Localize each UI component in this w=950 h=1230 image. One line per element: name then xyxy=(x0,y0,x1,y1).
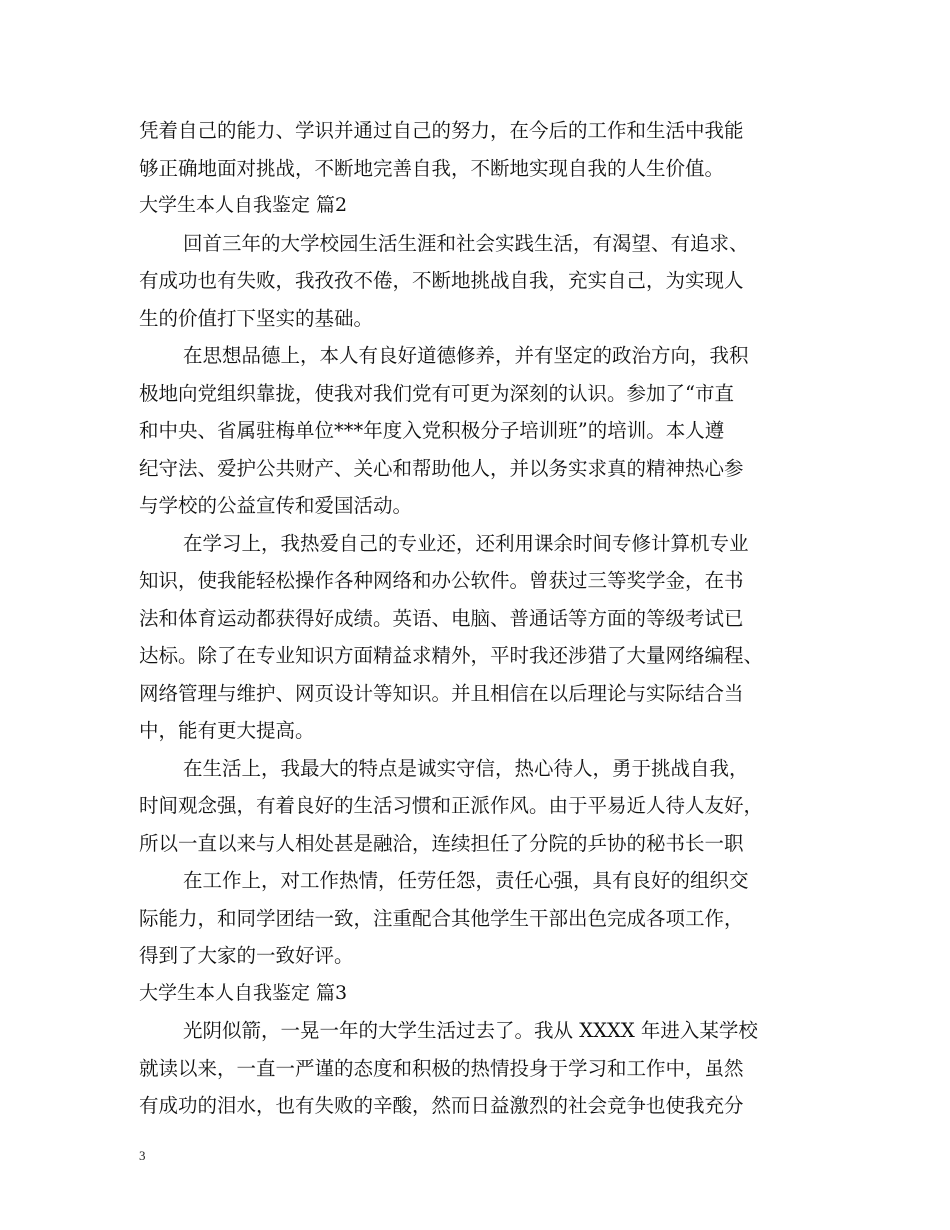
paragraph-first-line: 在工作上，对工作热情，任劳任怨，责任心强，具有良好的组织交 xyxy=(183,869,749,892)
text-line: 得到了大家的一致好评。 xyxy=(139,944,354,967)
text-line: 网络管理与维护、网页设计等知识。并且相信在以后理论与实际结合当 xyxy=(139,681,744,705)
page-number: 3 xyxy=(139,1148,146,1163)
text-line: 够正确地面对挑战，不断地完善自我，不断地实现自我的人生价值。 xyxy=(139,156,725,180)
text-line: 和中央、省属驻梅单位***年度入党积极分子培训班”的培训。本人遵 xyxy=(139,419,725,442)
text-line: 知识，使我能轻松操作各种网络和办公软件。曾获过三等奖学金，在书 xyxy=(139,569,744,592)
text-line: 时间观念强，有着良好的生活习惯和正派作风。由于平易近人待人友好， xyxy=(139,794,764,817)
section-heading: 大学生本人自我鉴定 篇2 xyxy=(139,194,348,216)
section-heading: 大学生本人自我鉴定 篇3 xyxy=(139,981,348,1004)
text-line: 法和体育运动都获得好成绩。英语、电脑、普通话等方面的等级考试已 xyxy=(139,606,744,630)
paragraph-first-line: 在生活上，我最大的特点是诚实守信，热心待人，勇于挑战自我， xyxy=(183,756,749,780)
text-line: 与学校的公益宣传和爱国活动。 xyxy=(139,494,413,517)
text-line: 就读以来，一直一严谨的态度和积极的热情投身于学习和工作中，虽然 xyxy=(139,1056,744,1080)
text-line: 所以一直以来与人相处甚是融洽，连续担任了分院的乒协的秘书长一职 xyxy=(139,831,744,855)
text-line: 极地向党组织靠拢，使我对我们党有可更为深刻的认识。参加了“市直 xyxy=(139,381,734,405)
paragraph-first-line: 在学习上，我热爱自己的专业还，还利用课余时间专修计算机专业 xyxy=(183,531,749,555)
text-line: 凭着自己的能力、学识并通过自己的努力，在今后的工作和生活中我能 xyxy=(139,119,744,142)
document-body xyxy=(139,112,819,1125)
text-line: 有成功也有失败，我孜孜不倦，不断地挑战自我，充实自己，为实现人 xyxy=(139,269,744,292)
paragraph-first-line: 光阴似箭，一晃一年的大学生活过去了。我从 XXXX 年进入某学校 xyxy=(183,1019,758,1042)
text-line: 纪守法、爱护公共财产、关心和帮助他人，并以务实求真的精神热心参 xyxy=(139,456,744,480)
paragraph-first-line: 在思想品德上，本人有良好道德修养，并有坚定的政治方向，我积 xyxy=(183,344,749,367)
text-line: 中，能有更大提高。 xyxy=(139,719,315,742)
text-line: 际能力，和同学团结一致，注重配合其他学生干部出色完成各项工作， xyxy=(139,906,744,930)
text-line: 生的价值打下坚实的基础。 xyxy=(139,306,374,330)
text-line: 有成功的泪水，也有失败的辛酸，然而日益激烈的社会竞争也使我充分 xyxy=(139,1094,744,1117)
paragraph-first-line: 回首三年的大学校园生活生涯和社会实践生活，有渴望、有追求、 xyxy=(183,231,749,255)
text-line: 达标。除了在专业知识方面精益求精外，平时我还涉猎了大量网络编程、 xyxy=(139,644,764,667)
